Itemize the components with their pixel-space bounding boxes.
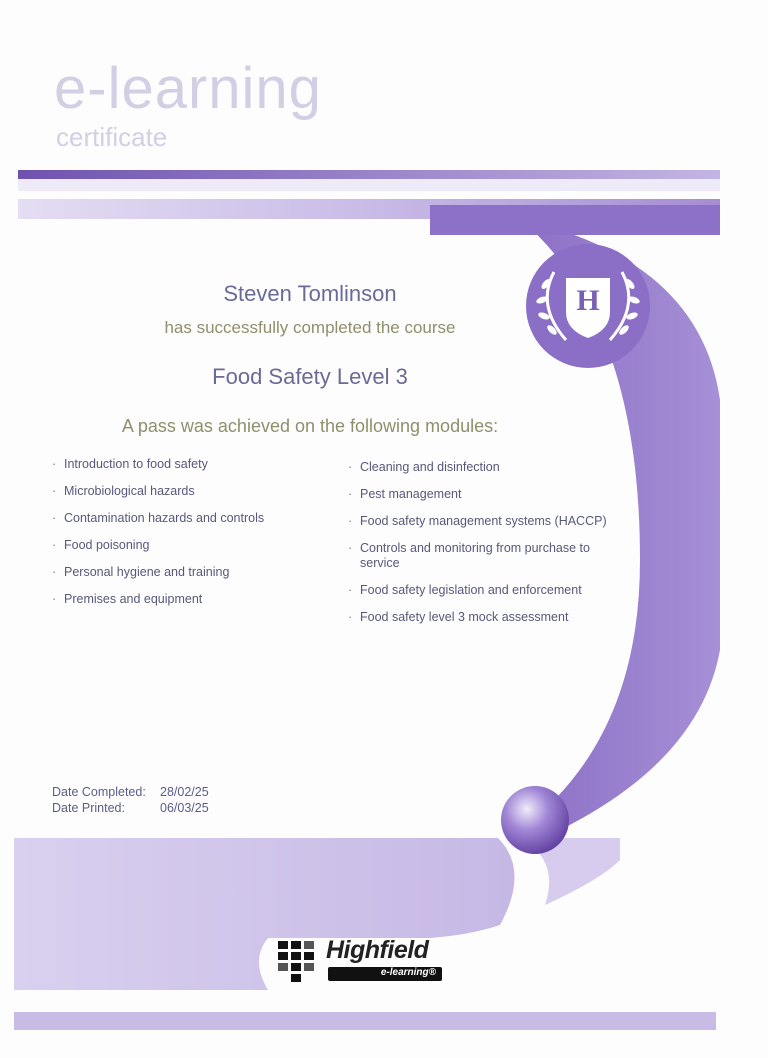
module-item: · Pest management xyxy=(348,487,610,502)
orb xyxy=(501,786,569,854)
course-title: Food Safety Level 3 xyxy=(212,364,408,389)
header-band xyxy=(18,179,720,191)
highfield-logo xyxy=(278,938,448,984)
grid-logo-icon xyxy=(278,941,318,981)
completion-text: has successfully completed the course xyxy=(164,318,456,337)
brand-sub: e-learning® xyxy=(380,967,436,978)
date-printed-value: 06/03/25 xyxy=(160,801,209,815)
date-printed-label: Date Printed: xyxy=(52,801,125,815)
module-item: · Personal hygiene and training xyxy=(52,565,312,580)
modules-list-left xyxy=(52,457,312,607)
date-completed-value: 28/02/25 xyxy=(160,785,209,799)
module-item: · Food safety management systems (HACCP) xyxy=(348,514,610,529)
dates-block xyxy=(52,784,209,816)
date-completed-label: Date Completed: xyxy=(52,785,146,799)
laurel-shield-icon xyxy=(526,244,650,368)
brand-bar xyxy=(328,967,442,981)
module-item: · Premises and equipment xyxy=(52,592,312,607)
module-item: · Food safety legislation and enforcement xyxy=(348,583,610,598)
modules-heading: A pass was achieved on the following modules: xyxy=(121,416,499,436)
module-item: · Contamination hazards and controls xyxy=(52,511,312,526)
brand-name: Highfield xyxy=(326,936,429,964)
module-item: · Introduction to food safety xyxy=(52,457,312,472)
bottom-rule xyxy=(14,1012,716,1030)
modules-list-right xyxy=(348,460,610,625)
recipient-name: Steven Tomlinson xyxy=(223,281,397,306)
module-item: · Controls and monitoring from purchase to service xyxy=(348,541,610,571)
module-item: · Microbiological hazards xyxy=(52,484,312,499)
header-title: e-learning xyxy=(54,56,322,121)
module-item: · Food safety level 3 mock assessment xyxy=(348,610,610,625)
header-subtitle: certificate xyxy=(56,122,168,152)
module-item: · Cleaning and disinfection xyxy=(348,460,610,475)
top-rule xyxy=(18,170,720,179)
module-item: · Food poisoning xyxy=(52,538,312,553)
crest-letter: H xyxy=(576,284,600,317)
